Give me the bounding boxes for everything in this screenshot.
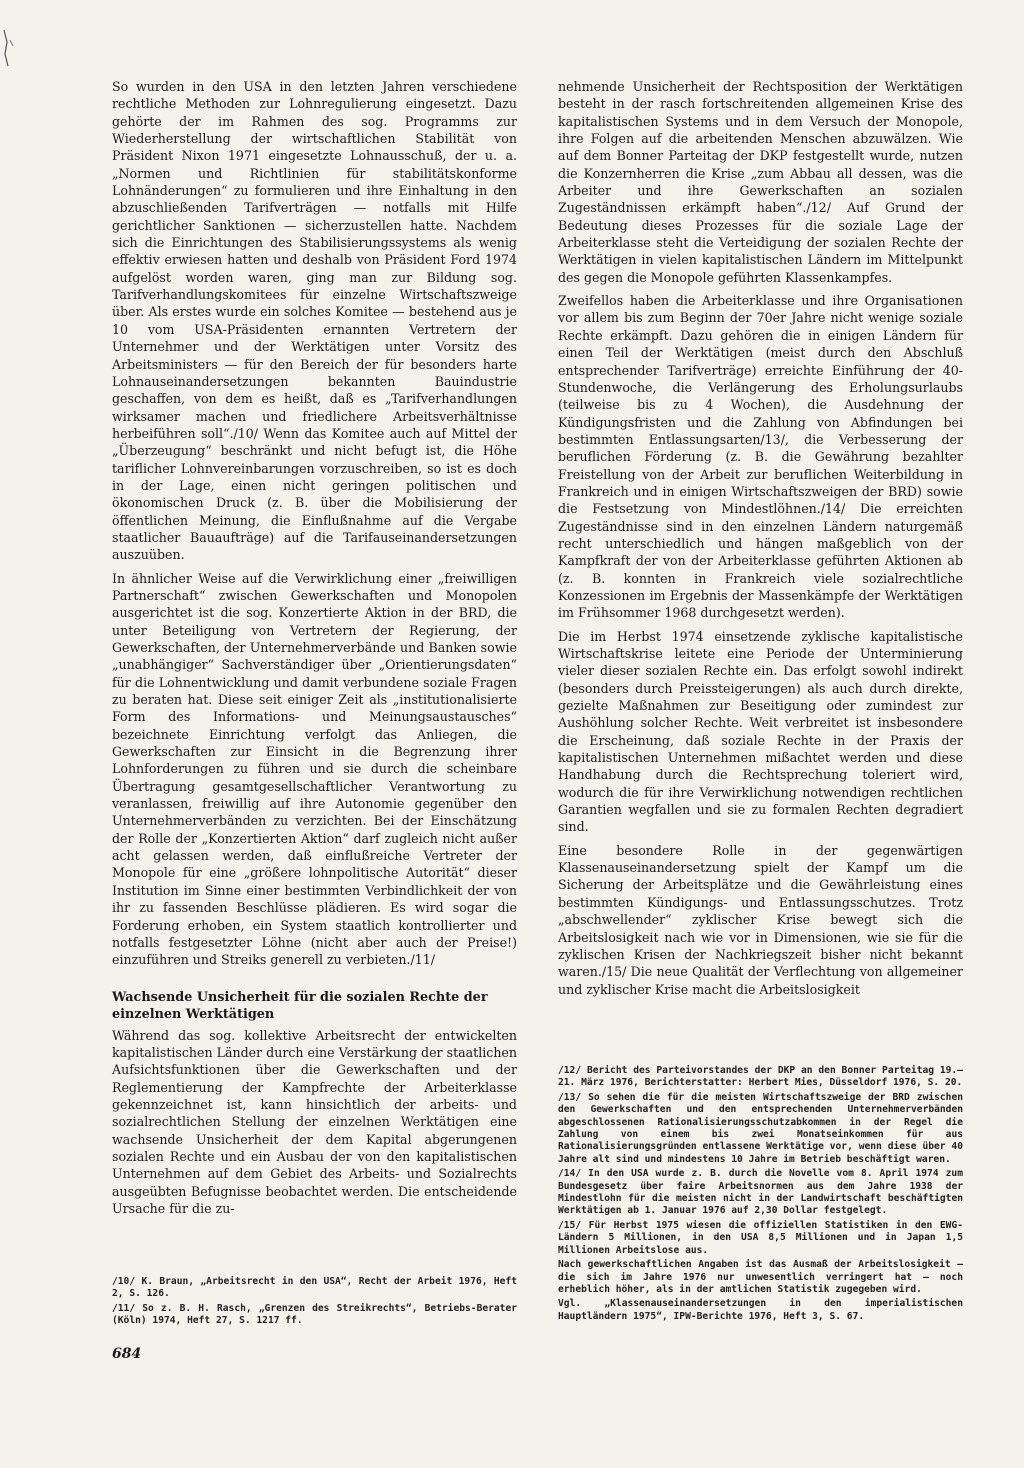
footnote: /14/ In den USA wurde z. B. durch die Novelle vom 8. April 1974 zum Bundesgesetz über faire Arbeitsnormen aus dem Jahre 1938 der Mindestlohn für die meisten nicht in der Landwirtschaft beschäftigten Werktätigen ab 1. Januar 1976 auf 2,30 Dollar festgelegt. xyxy=(558,1168,963,1217)
body-paragraph: In ähnlicher Weise auf die Verwirklichung einer „freiwilligen Partnerschaft“ zwischen Gewerkschaften und Monopolen ausgerichtet ist die sog. Konzertierte Aktion in der BRD, die unter Beteiligung von Vertretern der Regierung, der Gewerkschaften, der Unternehmerverbände und Banken sowie „unabhängiger“ Sachverständiger über „Orientierungsdaten“ für die Lohnentwicklung und damit verbundene soziale Fragen zu beraten hat. Diese seit einiger Zeit als „institutionalisierte Form des Informations- und Meinungsaustausches“ bezeichnete Einrichtung verfolgt das Anliegen, die Gewerkschaften zur Einsicht in die Begrenzung ihrer Lohnforderungen zu führen und sie durch die scheinbare Übertragung gesamtgesellschaftlicher Verantwortung zu veranlassen, freiwillig auf ihre Autonomie gegenüber den Unternehmerverbänden zu verzichten. Bei der Einschätzung der Rolle der „Konzertierten Aktion“ darf zugleich nicht außer acht gelassen werden, daß einflußreiche Vertreter der Monopole für eine „größere lohnpolitische Autorität“ dieser Institution im Sinne einer bestimmten Verbindlichkeit der von ihr zu fassenden Beschlüsse plädieren. Es wird sogar die Forderung erhoben, ein System staatlich kontrollierter und notfalls festgesetzter Löhne (nicht aber auch der Preise!) einzuführen und Streiks generell zu verbieten./11/ xyxy=(112,570,517,968)
footnote: /10/ K. Braun, „Arbeitsrecht in den USA“, Recht der Arbeit 1976, Heft 2, S. 126. xyxy=(112,1276,517,1300)
left-column xyxy=(112,78,517,1223)
right-column xyxy=(558,78,963,1004)
body-paragraph: Die im Herbst 1974 einsetzende zyklische kapitalistische Wirtschaftskrise leitete eine Periode der Unterminierung vieler dieser sozialen Rechte ein. Das erfolgt sowohl indirekt (besonders durch Preissteigerungen) als auch durch direkte, gezielte Maßnahmen zur Beseitigung oder zumindest zur Aushöhlung solcher Rechte. Weit verbreitet ist insbesondere die Erscheinung, daß soziale Rechte in der Praxis der kapitalistischen Unternehmen mißachtet werden und diese Handhabung durch die Rechtsprechung toleriert wird, wodurch die für ihre Verwirklichung notwendigen rechtlichen Garantien wegfallen und sie zu formalen Rechten degradiert sind. xyxy=(558,628,963,835)
footnote: Nach gewerkschaftlichen Angaben ist das Ausmaß der Arbeitslosigkeit — die sich im Jahre 1976 nur unwesentlich verringert hat — noch erheblich höher, als in der amtlichen Statistik zugegeben wird. xyxy=(558,1259,963,1295)
margin-mark xyxy=(2,28,16,68)
body-paragraph: Eine besondere Rolle in der gegenwärtigen Klassenauseinandersetzung spielt der Kampf um die Sicherung der Arbeitsplätze und die Gewährleistung eines bestimmten Kündigungs- und Entlassungsschutzes. Trotz „abschwellender“ zyklischer Krise bewegt sich die Arbeitslosigkeit nach wie vor in Dimensionen, wie sie für die zyklischen Krisen der Nachkriegszeit bisher nicht bekannt waren./15/ Die neue Qualität der Verflechtung von allgemeiner und zyklischer Krise macht die Arbeitslosigkeit xyxy=(558,842,963,997)
footnote: Vgl. „Klassenauseinandersetzungen in den imperialistischen Hauptländern 1975“, IPW-Berichte 1976, Heft 3, S. 67. xyxy=(558,1298,963,1322)
left-footnotes xyxy=(112,1276,517,1330)
section-heading: Wachsende Unsicherheit für die sozialen Rechte der einzelnen Werktätigen xyxy=(112,989,488,1022)
footnote: /13/ So sehen die für die meisten Wirtschaftszweige der BRD zwischen den Gewerkschaften und den entsprechenden Unternehmerverbänden abgeschlossenen Rationalisierungsschutzabkommen in der Regel die Zahlung von einem bis zwei Monatseinkommen für aus Rationalisierungsgründen entlassene Werktätige vor, wenn diese über 40 Jahre alt sind und mindestens 10 Jahre im Betrieb beschäftigt waren. xyxy=(558,1091,963,1165)
footnote: /15/ Für Herbst 1975 wiesen die offiziellen Statistiken in den EWG-Ländern 5 Millionen, in den USA 8,5 Millionen und in Japan 1,5 Millionen Arbeitslose aus. xyxy=(558,1219,963,1256)
body-paragraph: So wurden in den USA in den letzten Jahren verschiedene rechtliche Methoden zur Lohnregulierung eingesetzt. Dazu gehörte der im Rahmen des sog. Programms zur Wiederherstellung der wirtschaftlichen Stabilität von Präsident Nixon 1971 eingesetzte Lohnausschuß, der u. a. „Normen und Richtlinien für stabilitätskonforme Lohnänderungen“ zu formulieren und ihre Einhaltung in den abzuschließenden Tarifverträgen — notfalls mit Hilfe gerichtlicher Sanktionen — sicherzustellen hatte. Nachdem sich die Einrichtungen des Stabilisierungssystems als wenig effektiv erwiesen hatten und deshalb von Präsident Ford 1974 aufgelöst worden waren, ging man zur Bildung sog. Tarifverhandlungskomitees für einzelne Wirtschaftszweige über. Als erstes wurde ein solches Komitee — bestehend aus je 10 vom USA-Präsidenten ernannten Vertretern der Unternehmer und der Werktätigen unter Vorsitz des Arbeitsministers — für den Bereich der für besonders harte Lohnauseinandersetzungen bekannten Bauindustrie geschaffen, von dem es heißt, daß es „Tarifverhandlungen wirksamer machen und friedlichere Arbeitsverhältnisse herbeiführen soll“./10/ Wenn das Komitee auch auf Mittel der „Überzeugung“ beschränkt und nicht befugt ist, die Höhe tariflicher Lohnvereinbarungen vorzuschreiben, so ist es doch in der Lage, einen nicht geringen politischen und ökonomischen Druck (z. B. über die Mobilisierung der öffentlichen Meinung, die Einflußnahme auf die Vergabe staatlicher Bauaufträge) auf die Tarifauseinandersetzungen auszuüben. xyxy=(112,79,517,563)
footnote: /11/ So z. B. H. Rasch, „Grenzen des Streikrechts“, Betriebs-Berater (Köln) 1974, Heft 27, S. 1217 ff. xyxy=(112,1302,517,1327)
body-paragraph: Zweifellos haben die Arbeiterklasse und ihre Organisationen vor allem bis zum Beginn der 70er Jahre nicht wenige soziale Rechte erkämpft. Dazu gehören die in einigen Ländern für einen Teil der Werktätigen (meist durch den Abschluß entsprechender Tarifverträge) erreichte Einführung der 40-Stundenwoche, die Verlängerung des Erholungsurlaubs (teilweise bis zu 4 Wochen), die Ausdehnung der Kündigungsfristen und die Zahlung von Abfindungen bei bestimmten Entlassungsarten/13/, die Verbesserung der beruflichen Förderung (z. B. die Gewährung bezahlter Freistellung von der Arbeit zur beruflichen Weiterbildung in Frankreich und in einigen Wirtschaftszweigen der BRD) sowie die Festsetzung von Mindestlöhnen./14/ Die erreichten Zugeständnisse sind in den einzelnen Ländern naturgemäß recht unterschiedlich und hängen maßgeblich von der Kampfkraft der von der Arbeiterklasse geführten Aktionen ab (z. B. konnten in Frankreich viele sozialrechtliche Konzessionen im Ergebnis der Massenkämpfe der Werktätigen im Frühsommer 1968 durchgesetzt werden). xyxy=(558,293,963,621)
body-paragraph: Während das sog. kollektive Arbeitsrecht der entwickelten kapitalistischen Länder durch eine Verstärkung der staatlichen Aufsichtsfunktionen über die Gewerkschaften und der Reglementierung der Kampfrechte der Arbeiterklasse gekennzeichnet ist, kann hinsichtlich der arbeits- und sozialrechtlichen Stellung der einzelnen Werktätigen eine wachsende Unsicherheit der dem Kapital abgerungenen sozialen Rechte und ein Ausbau der von den kapitalistischen Unternehmen auf dem Gebiet des Arbeits- und Sozialrechts ausgeübten Befugnisse beobachtet werden. Die entscheidende Ursache für die zu- xyxy=(112,1027,517,1216)
right-footnotes xyxy=(558,1065,963,1325)
footnote: /12/ Bericht des Parteivorstandes der DKP an den Bonner Parteitag 19.—21. März 1976, Berichterstatter: Herbert Mies, Düsseldorf 1976, S. 20. xyxy=(558,1065,963,1089)
body-paragraph: nehmende Unsicherheit der Rechtsposition der Werktätigen besteht in der rasch fortschreitenden allgemeinen Krise des kapitalistischen Systems und in dem Versuch der Monopole, ihre Folgen auf die arbeitenden Menschen abzuwälzen. Wie auf dem Bonner Parteitag der DKP festgestellt wurde, nutzen die Konzernherren die Krise „zum Abbau all dessen, was die Arbeiter und ihre Gewerkschaften an sozialen Zugeständnissen erkämpft haben“./12/ Auf Grund der Bedeutung dieses Prozesses für die soziale Lage der Arbeiterklasse steht die Verteidigung der sozialen Rechte der Werktätigen in vielen kapitalistischen Ländern im Mittelpunkt des gegen die Monopole geführten Klassenkampfes. xyxy=(558,79,963,285)
page-number: 684 xyxy=(112,1346,142,1362)
